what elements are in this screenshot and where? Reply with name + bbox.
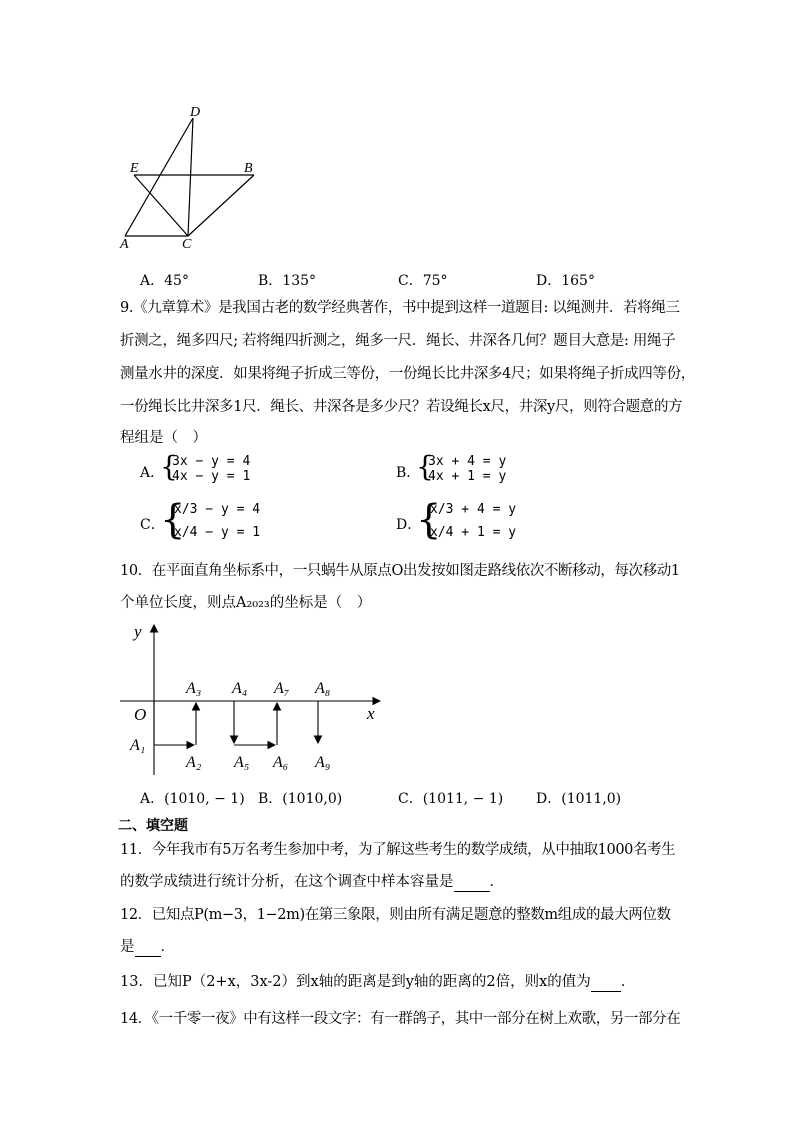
brace-icon: { xyxy=(160,497,186,543)
brace-icon: { xyxy=(416,497,442,543)
label-x: x xyxy=(367,704,375,723)
segment-cb xyxy=(188,175,254,236)
label-d: D xyxy=(190,105,201,120)
q10-line-2: 个单位长度，则点A₂₀₂₃的坐标是（ ） xyxy=(120,595,372,611)
label-a1: A₁ xyxy=(130,737,146,754)
section-heading: 二、填空题 xyxy=(118,818,188,834)
q12-line-1: 12．已知点P(m−3，1−2m)在第三象限，则由所有满足题意的整数m组成的最大两位数 xyxy=(120,907,671,923)
q10-option-c[interactable]: C．(1011, − 1) xyxy=(398,791,504,807)
q11-line-1: 11．今年我市有5万名考生参加中考，为了解这些考生的数学成绩，从中抽取1000名考生 xyxy=(120,842,676,858)
q10-option-d[interactable]: D．(1011,0) xyxy=(536,791,622,807)
q9-line-3: 测量水井的深度．如果将绳子折成三等份，一份绳长比井深多4尺；如果将绳子折成四等份， xyxy=(120,366,695,382)
label-y: y xyxy=(134,622,142,641)
q8-geometry-figure xyxy=(110,100,280,250)
q12-answer-blank[interactable] xyxy=(135,938,161,957)
brace-icon: { xyxy=(416,450,434,483)
label-b: B xyxy=(244,161,253,176)
q10-option-b[interactable]: B．(1010,0) xyxy=(258,791,343,807)
q13-answer-blank[interactable] xyxy=(591,973,621,992)
q11-line-2: 的数学成绩进行统计分析，在这个调查中样本容量是 ． xyxy=(120,874,504,890)
label-a2: A₂ xyxy=(186,754,202,771)
q10-option-a[interactable]: A．(1010, − 1) xyxy=(140,791,245,807)
segment-dc xyxy=(188,118,193,236)
q10-line-1: 10．在平面直角坐标系中，一只蜗牛从原点O出发按如图走路线依次不断移动，每次移动1 xyxy=(120,563,680,579)
label-a8: A₈ xyxy=(315,680,331,697)
q8-option-b[interactable]: B．135° xyxy=(258,273,317,289)
label-e: E xyxy=(130,161,139,176)
label-a5: A₅ xyxy=(234,754,250,771)
q9-line-2: 折测之，绳多四尺; 若将绳四折测之，绳多一尺．绳长、井深各几何？题目大意是: 用绳子 xyxy=(120,333,676,349)
label-a4: A₄ xyxy=(232,680,248,697)
label-o: O xyxy=(134,705,147,724)
q11-answer-blank[interactable] xyxy=(454,873,490,892)
q8-option-a[interactable]: A．45° xyxy=(140,273,189,289)
q9-line-4: 一份绳长比井深多1尺．绳长、井深各是多少尺？若设绳长x尺，井深y尺，则符合题意的方 xyxy=(120,399,683,415)
label-a: A xyxy=(120,237,129,250)
q9-line-1: 9.《九章算术》是我国古老的数学经典著作，书中提到这样一道题目: 以绳测井．若将绳三 xyxy=(120,300,680,316)
brace-icon: { xyxy=(160,450,178,483)
q10-coordinate-figure xyxy=(110,615,400,775)
q12-line-2: 是 ． xyxy=(120,939,175,955)
q14-line-1: 14．《一千零一夜》中有这样一段文字：有一群鸽子，其中一部分在树上欢歌，另一部分在 xyxy=(120,1011,681,1027)
q13-line-1: 13．已知P（2+x，3x-2）到x轴的距离是到y轴的距离的2倍，则x的值为 ． xyxy=(120,974,636,990)
label-a3: A₃ xyxy=(186,680,202,697)
label-c: C xyxy=(182,237,192,250)
label-a7: A₇ xyxy=(274,680,290,697)
q8-option-d[interactable]: D．165° xyxy=(536,273,595,289)
q8-option-c[interactable]: C．75° xyxy=(398,273,448,289)
q9-line-5: 程组是（ ） xyxy=(120,430,207,446)
label-a9: A₉ xyxy=(315,754,331,771)
label-a6: A₆ xyxy=(273,754,289,771)
